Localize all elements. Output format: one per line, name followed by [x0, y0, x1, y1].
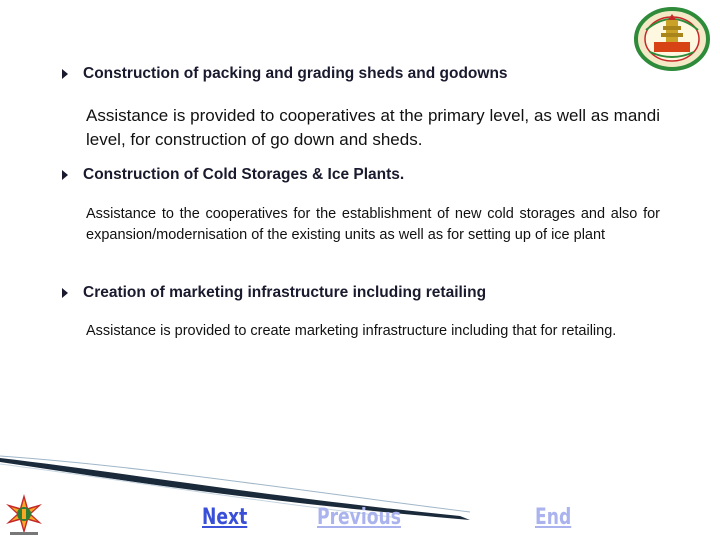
- bullet-heading-1: [62, 65, 508, 83]
- bullet-paragraph-3: Assistance is provided to create marketing infrastructure including that for retailing.: [86, 323, 617, 339]
- triangle-bullet-icon: [62, 170, 68, 180]
- bullet-heading-text: Construction of packing and grading sheds and godowns: [83, 65, 508, 82]
- bullet-heading-2: [62, 166, 404, 184]
- bullet-heading-3: [62, 284, 486, 302]
- next-link[interactable]: Next: [202, 505, 248, 530]
- cooperative-logo: [2, 492, 46, 538]
- bullet-heading-text: Creation of marketing infrastructure including retailing: [83, 284, 487, 301]
- bullet-heading-text: Construction of Cold Storages & Ice Plants.: [83, 166, 405, 183]
- bullet-paragraph-2: Assistance to the cooperatives for the establishment of new cold storages and also for expansion/modernisation of the existing units as well as for setting up of ice plant: [86, 206, 660, 243]
- triangle-bullet-icon: [62, 69, 68, 79]
- bullet-paragraph-1: Assistance is provided to cooperatives at the primary level, as well as mandi level, for construction of go down and sheds.: [86, 106, 660, 149]
- previous-link[interactable]: Previous: [317, 505, 401, 530]
- triangle-bullet-icon: [62, 288, 68, 298]
- end-link[interactable]: End: [535, 505, 572, 530]
- emblem-logo: [632, 6, 712, 72]
